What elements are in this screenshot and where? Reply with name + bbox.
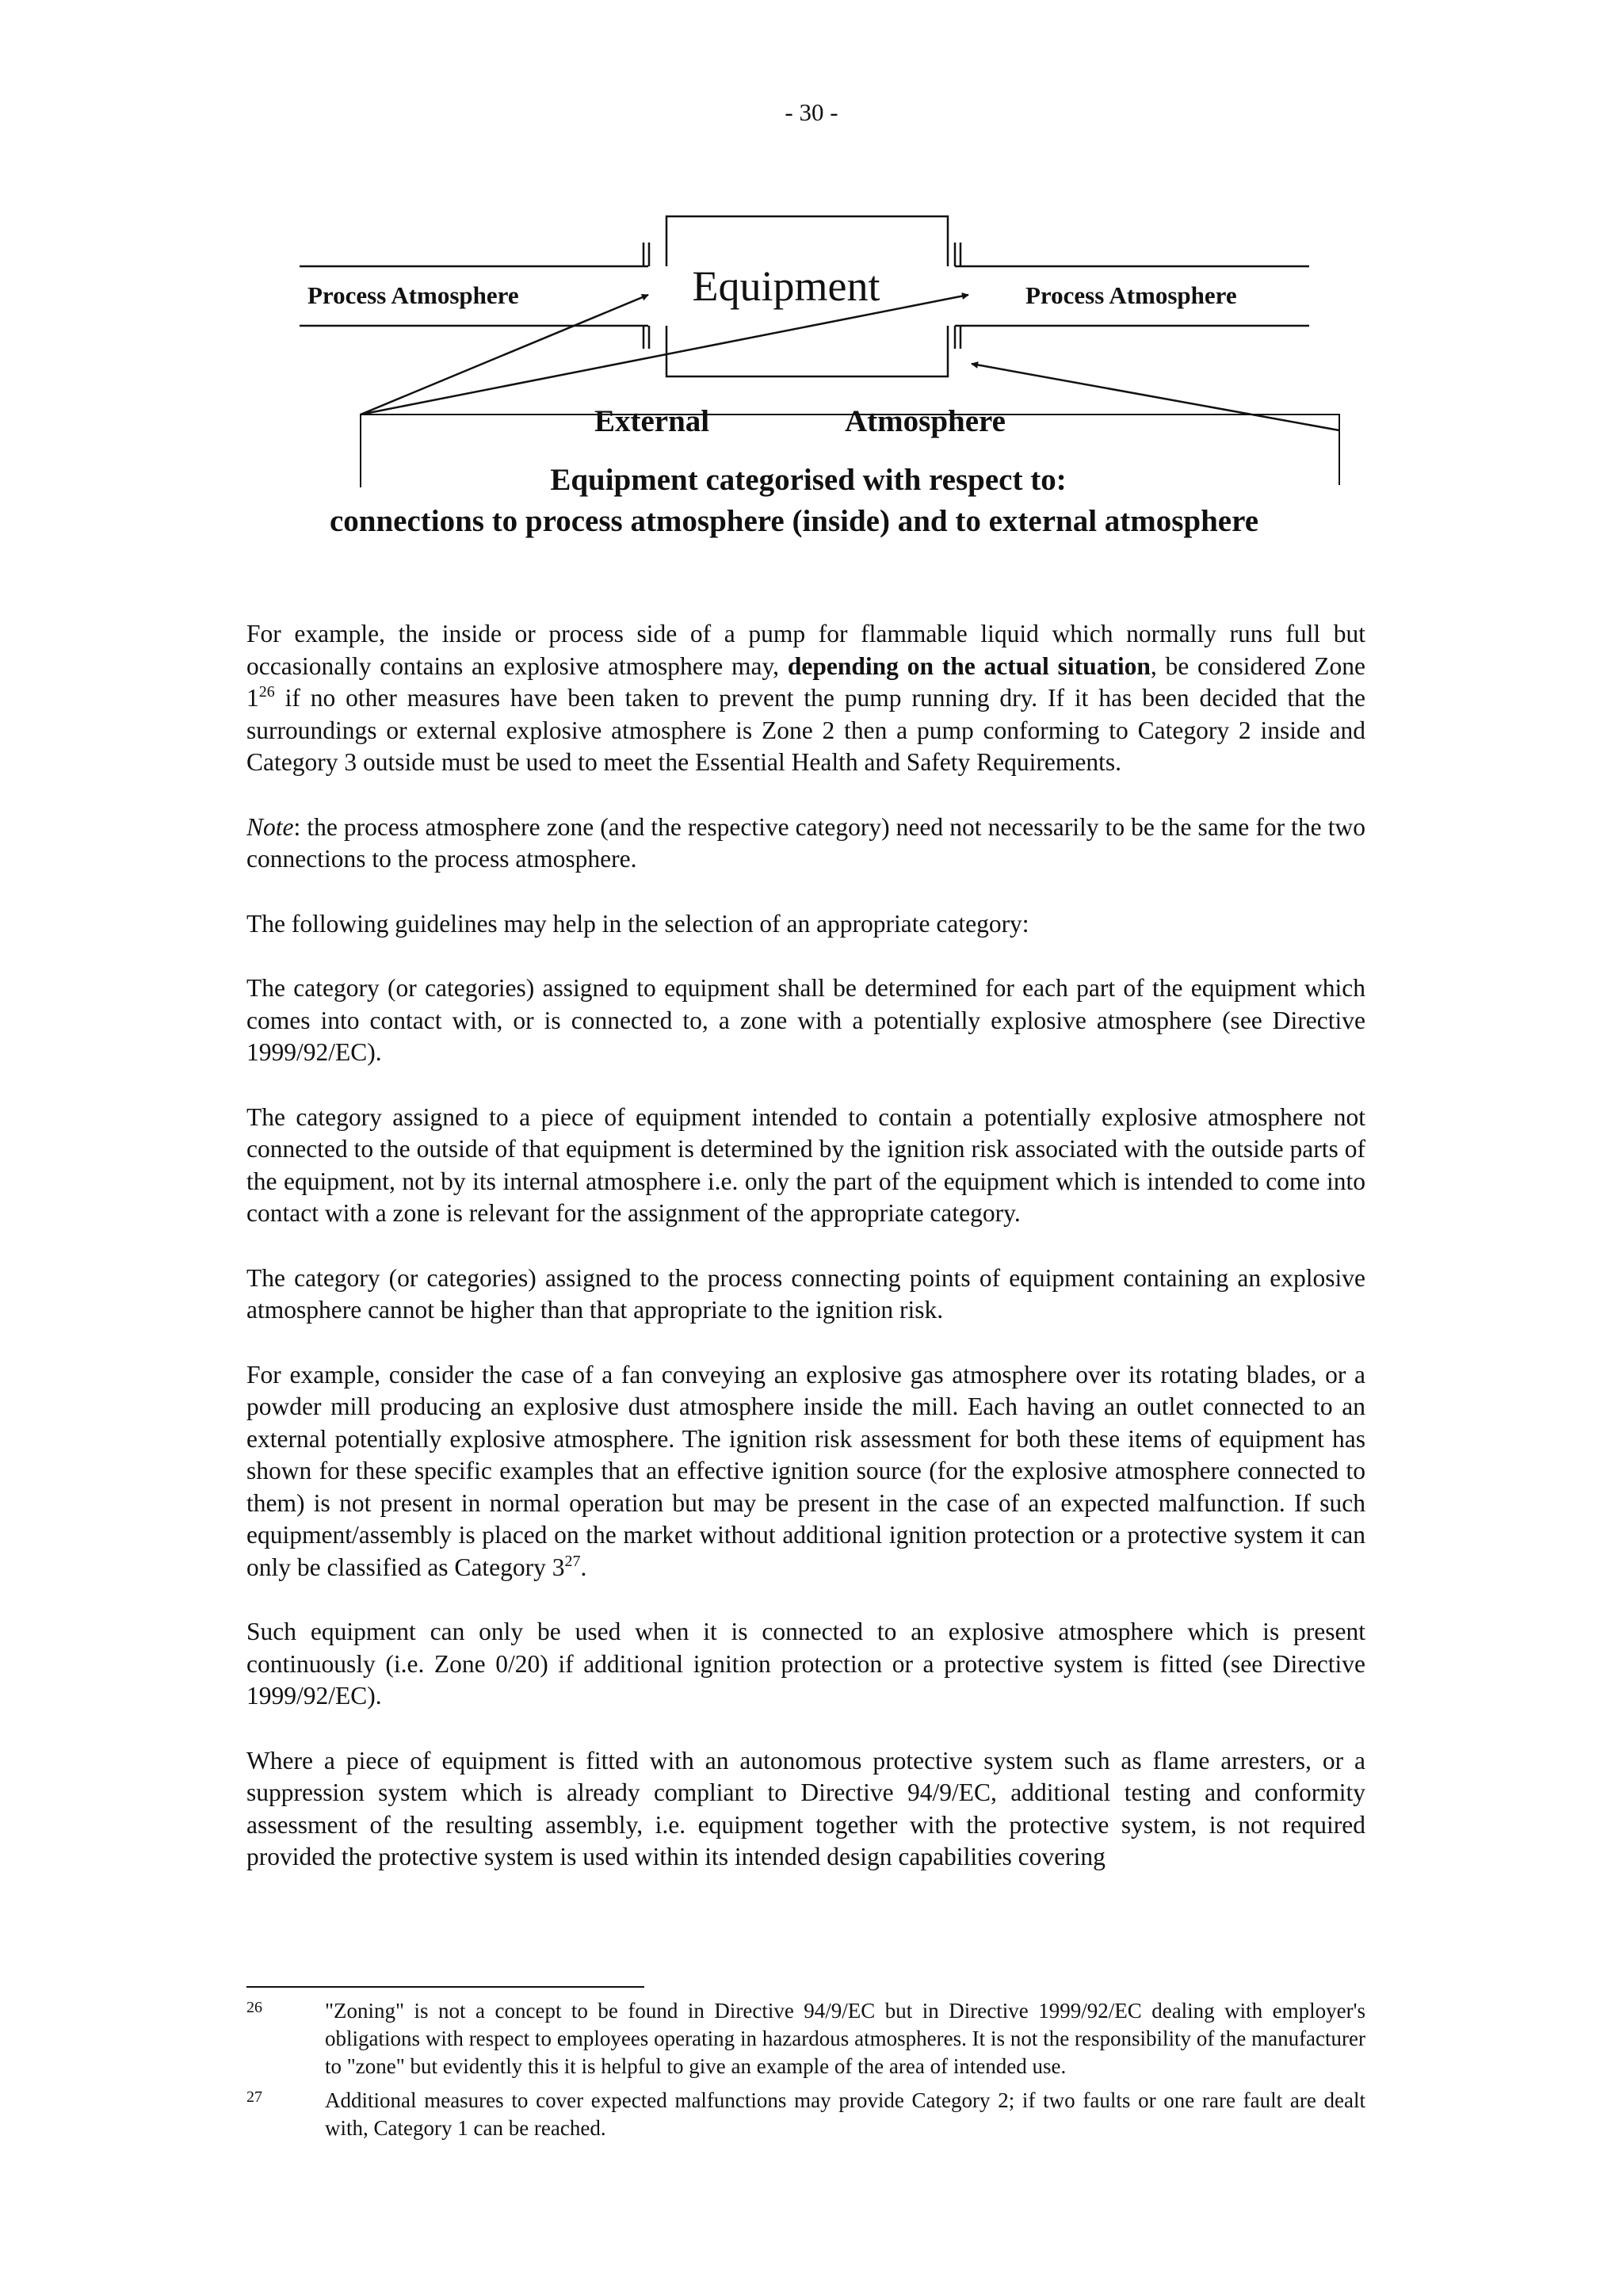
left-process-label: Process Atmosphere [307,281,519,309]
footnotes [246,1997,1365,2149]
page-number: - 30 - [785,98,838,126]
footnote-ref-26[interactable]: 26 [258,683,275,701]
right-process-label: Process Atmosphere [1025,281,1237,309]
arrow-left-process [361,295,648,415]
footnote-number: 27 [246,2088,262,2106]
body-text [246,618,1365,1906]
paragraph-guidelines-intro: The following guidelines may help in the selection of an appropriate category: [246,909,1029,938]
atmosphere-label: Atmosphere [845,404,1006,438]
external-label: External [594,404,710,438]
paragraph-zone-0-20: Such equipment can only be used when it is connected to an explosive atmosphere which is present continuously (i.e. Zone 0/20) if additional ignition protection or a protective system is fitted (see Directive 1999/92/EC). [246,1618,1365,1710]
paragraph-note: Note: the process atmosphere zone (and the respective category) need not necessarily to be the same for the two connections to the process atmosphere. [246,812,1365,873]
paragraph-contained-atmosphere: The category assigned to a piece of equipment intended to contain a potentially explosive atmosphere not connected to the outside of that equipment is determined by the ignition risk associated with the outside parts of the equipment, not by its internal atmosphere i.e. only the part of the equipment which is intended to come into contact with a zone is relevant for the assignment of the appropriate category. [246,1102,1365,1227]
diagram-caption-line2: connections to process atmosphere (inside) and to external atmosphere [329,504,1259,538]
paragraph-connecting-points: The category (or categories) assigned to the process connecting points of equipment containing an explosive atmosphere cannot be higher than that appropriate to the ignition risk. [246,1263,1365,1324]
equipment-body-bottom [666,326,948,376]
paragraph-pump-example: For example, the inside or process side of a pump for flammable liquid which normally runs full but occasionally contains an explosive atmosphere may, depending on the actual situation, be considered Zone $1^{26}$ if no other measures have been taken to prevent the pump running dry. If it has been decided that the surroundings or external explosive atmosphere is Zone 2 then a pump conforming to Category 2 inside and Category 3 outside must be used to meet the Essential Health and Safety Requirements. [246,620,1365,776]
arrow-external [972,364,1339,430]
footnote-number: 26 [246,1999,262,2016]
footnote-text: Additional measures to cover expected malfunctions may provide Category 2; if two faults or one rare fault are dealt with, Category 1 can be reached. [325,2088,1365,2140]
footnote-ref-27[interactable]: 27 [564,1552,581,1570]
paragraph-category-assignment: The category (or categories) assigned to equipment shall be determined for each part of the equipment which comes into contact with, or is connected to, a zone with a potentially explosive atmosphere (see Directive 1999/92/EC). [246,974,1365,1066]
arrow-right-process [361,295,968,415]
equipment-diagram [0,0,1623,571]
paragraph-protective-system: Where a piece of equipment is fitted with an autonomous protective system such as flame arresters, or a suppression system which is already compliant to Directive 94/9/EC, additional testing and conformity assessment of the resulting assembly, i.e. equipment together with the protective system, is not required provided the protective system is used within its intended design capabilities covering [246,1746,1365,1870]
footnote-27 [246,2087,1365,2142]
equipment-body-top [666,216,948,266]
diagram-caption-line1: Equipment categorised with respect to: [550,463,1067,497]
footnote-26 [246,1997,1365,2080]
paragraph-fan-mill-example: For example, consider the case of a fan conveying an explosive gas atmosphere over its rotating blades, or a powder mill producing an explosive dust atmosphere inside the mill. Each having an outlet connected to an external potentially explosive atmosphere. The ignition risk assessment for both these items of equipment has shown for these specific examples that an effective ignition source (for the explosive atmosphere connected to them) is not present in normal operation but may be present in the case of an expected malfunction. If such equipment/assembly is placed on the market without additional ignition protection or a protective system it can only be classified as Category $3^{27}$. [246,1360,1365,1581]
footnote-text: "Zoning" is not a concept to be found in Directive 94/9/EC but in Directive 1999/92/EC dealing with employer's obligations with respect to employees operating in hazardous atmospheres. It is not the responsibility of the manufacturer to "zone" but evidently this it is helpful to give an example of the area of intended use. [325,1999,1365,2078]
footnote-separator [246,1986,644,1988]
diagram-title: Equipment [692,262,880,310]
